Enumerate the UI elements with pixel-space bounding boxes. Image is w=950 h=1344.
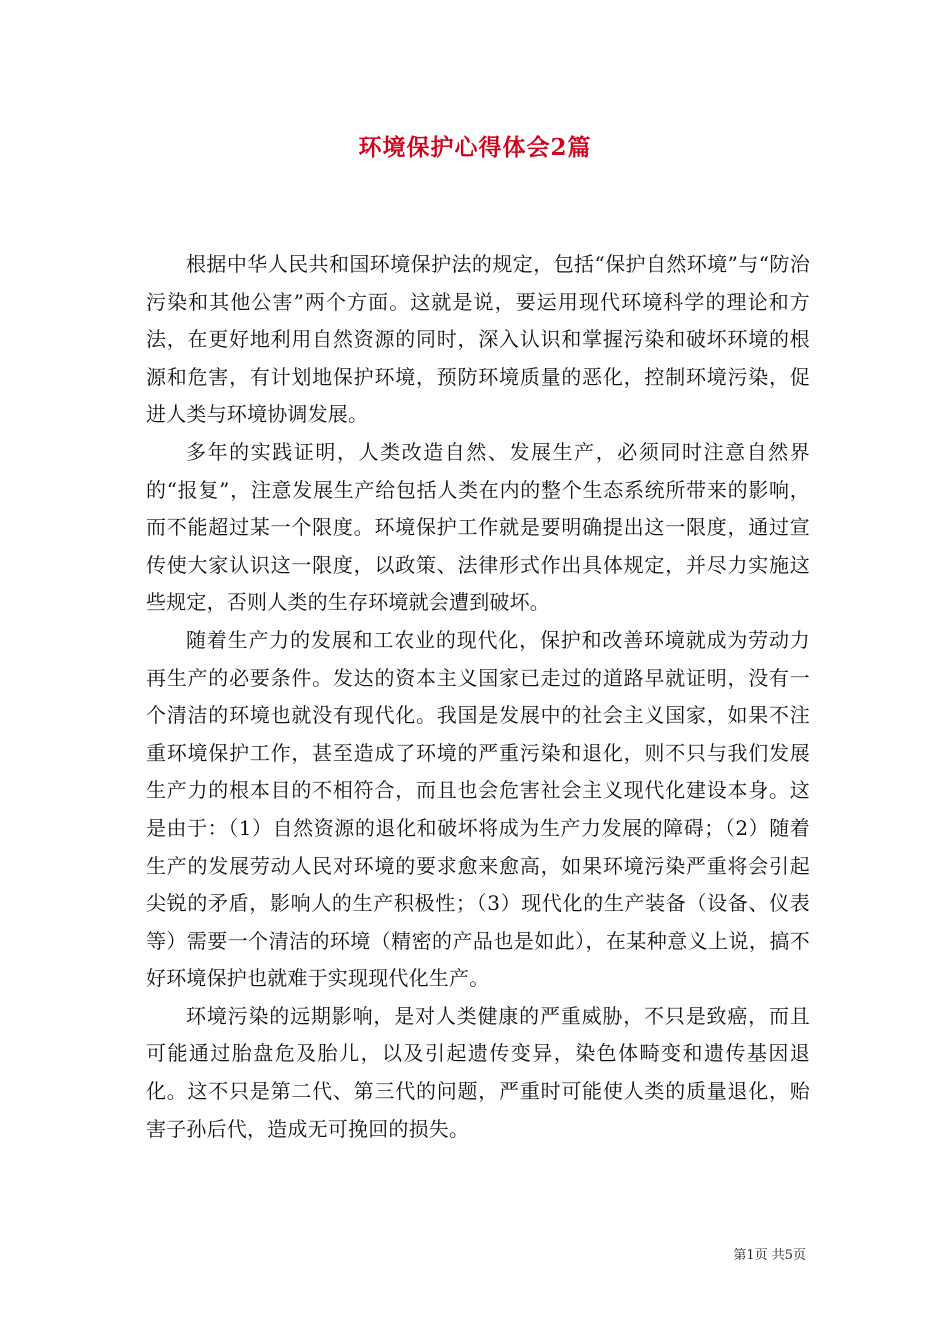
page-title: 环境保护心得体会2篇 [358,134,592,161]
paragraph-3: 随着生产力的发展和工农业的现代化，保护和改善环境就成为劳动力再生产的必要条件。发达的资本主义国家已走过的道路早就证明，没有一个清洁的环境也就没有现代化。我国是发展中的社会主义国家，如果不注重环境保护工作，甚至造成了环境的严重污染和退化，则不只与我们发展生产力的根本目的不相符合，而且也会危害社会主义现代化建设本身。这是由于：（1）自然资源的退化和破坏将成为生产力发展的障碍；（2）随着生产的发展劳动人民对环境的要求愈来愈高，如果环境污染严重将会引起尖锐的矛盾，影响人的生产积极性；（3）现代化的生产装备（设备、仪表等）需要一个清洁的环境（精密的产品也是如此），在某种意义上说，搞不好环境保护也就难于实现现代化生产。 [146,627,810,991]
document-body [146,246,810,1148]
paragraph-4: 环境污染的远期影响，是对人类健康的严重威胁，不只是致癌，而且可能通过胎盘危及胎儿，以及引起遗传变异，染色体畸变和遗传基因退化。这不只是第二代、第三代的问题，严重时可能使人类的质量退化，贻害子孙后代，造成无可挽回的损失。 [146,1003,810,1141]
page-number: 第1页 共5页 [733,1248,806,1263]
paragraph-2: 多年的实践证明，人类改造自然、发展生产，必须同时注意自然界的“报复”，注意发展生产给包括人类在内的整个生态系统所带来的影响，而不能超过某一个限度。环境保护工作就是要明确提出这一限度，通过宣传使大家认识这一限度，以政策、法律形式作出具体规定，并尽力实施这些规定，否则人类的生存环境就会遭到破坏。 [146,439,810,615]
paragraph-1: 根据中华人民共和国环境保护法的规定，包括“保护自然环境”与“防治污染和其他公害”两个方面。这就是说，要运用现代环境科学的理论和方法，在更好地利用自然资源的同时，深入认识和掌握污染和破坏环境的根源和危害，有计划地保护环境，预防环境质量的恶化，控制环境污染，促进人类与环境协调发展。 [146,252,810,427]
